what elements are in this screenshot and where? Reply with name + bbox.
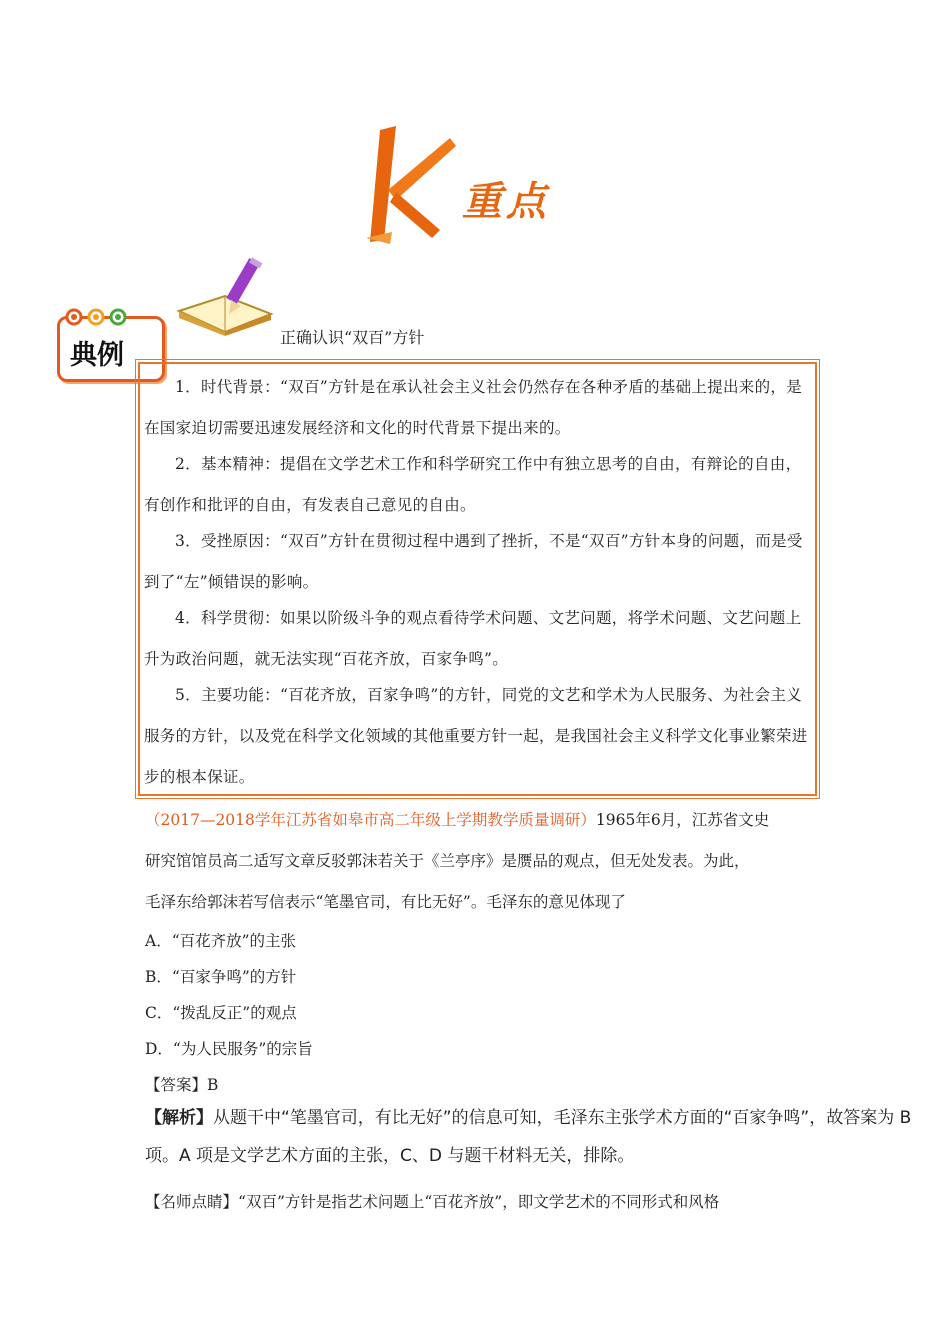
decorative-dots-icon	[64, 307, 134, 327]
teacher-note-text: “双百”方针是指艺术问题上“百花齐放”，即文学艺术的不同形式和风格	[238, 1193, 720, 1211]
question-source: （2017—2018学年江苏省如皋市高二年级上学期教学质量调研）	[145, 811, 596, 829]
option-b: B．“百家争鸣”的方针	[145, 968, 297, 986]
analysis-text-2: 项。A 项是文学艺术方面的主张，C、D 与题干材料无关，排除。	[145, 1146, 635, 1166]
analysis-label: 【解析】	[145, 1108, 213, 1128]
option-d: D．“为人民服务”的宗旨	[145, 1040, 313, 1058]
key-point-3: 3．受挫原因：“双百”方针在贯彻过程中遇到了挫折，不是“双百”方针本身的问题，而是受到了“左”倾错误的影响。	[144, 532, 803, 591]
analysis-text-1: 从题干中“笔墨官司，有比无好”的信息可知，毛泽东主张学术方面的“百家争鸣”，故答案为 B	[213, 1108, 912, 1128]
question-line-2: 研究馆馆员高二适写文章反驳郭沫若关于《兰亭序》是赝品的观点，但无处发表。为此，	[145, 852, 750, 870]
teacher-note-label: 【名师点睛】	[145, 1193, 239, 1211]
question-text-1: 1965年6月，江苏省文史	[595, 811, 770, 829]
answer-line	[145, 1073, 218, 1095]
question-line-1	[145, 802, 769, 838]
answer-value: B	[207, 1076, 219, 1094]
logo-text: 重点	[462, 179, 550, 225]
analysis-line-1	[145, 1100, 935, 1136]
key-point-2: 2．基本精神：提倡在文学艺术工作和科学研究工作中有独立思考的自由，有辩论的自由，有创作和批评的自由，有发表自己意见的自由。	[144, 455, 802, 514]
answer-label: 【答案】	[145, 1076, 208, 1094]
key-point-5: 5．主要功能：“百花齐放，百家争鸣”的方针，同党的文艺和学术为人民服务、为社会主义服务的方针，以及党在科学文化领域的其他重要方针一起，是我国社会主义科学文化事业繁荣进步的根本保证。	[144, 686, 808, 786]
k-logo-icon	[362, 120, 462, 245]
option-a: A．“百花齐放”的主张	[145, 932, 297, 950]
key-point-4: 4．科学贯彻：如果以阶级斗争的观点看待学术问题、文艺问题，将学术问题、文艺问题上升为政治问题，就无法实现“百花齐放，百家争鸣”。	[144, 609, 802, 668]
topic-title: 正确认识“双百”方针	[280, 328, 425, 347]
key-point-1: 1．时代背景：“双百”方针是在承认社会主义社会仍然存在各种矛盾的基础上提出来的，是在国家迫切需要迅速发展经济和文化的时代背景下提出来的。	[144, 378, 803, 437]
teacher-note-line	[145, 1190, 719, 1212]
analysis-line-2	[145, 1138, 935, 1174]
badge-label: 典例	[70, 340, 124, 371]
question-line-3: 毛泽东给郭沫若写信表示“笔墨官司，有比无好”。毛泽东的意见体现了	[145, 893, 626, 911]
book-pencil-icon	[175, 256, 275, 336]
option-c: C．“拨乱反正”的观点	[145, 1004, 297, 1022]
